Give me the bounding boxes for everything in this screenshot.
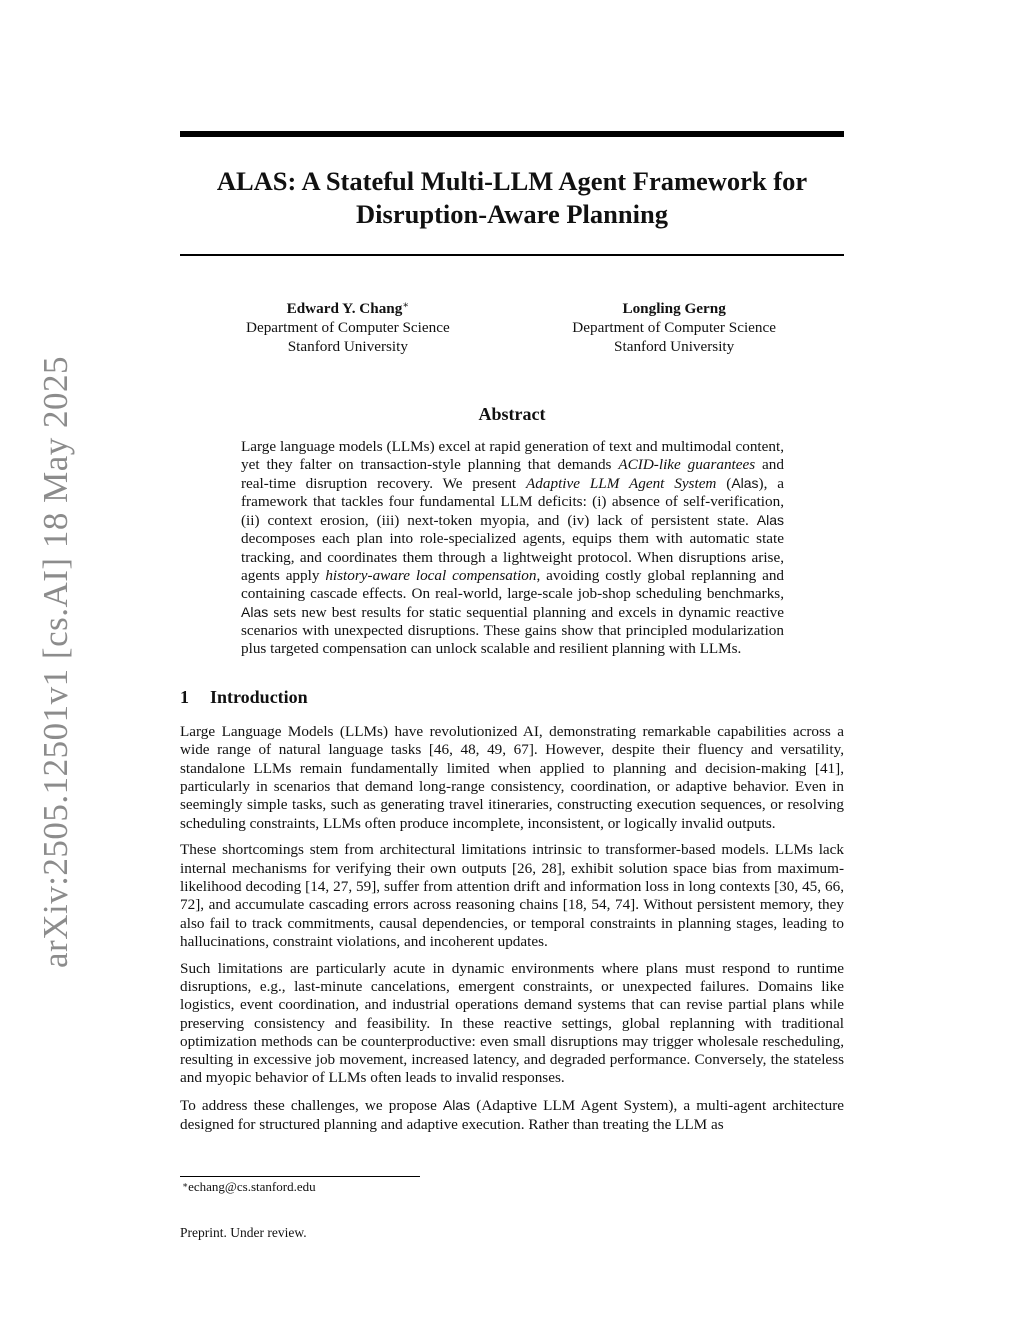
title-top-rule — [180, 131, 844, 137]
abstract-body — [241, 438, 784, 658]
intro-paragraph-4: To address these challenges, we propose Alas (Adaptive LLM Agent System), a multi-agent architecture designed for structured planning and adaptive execution. Rather than treating the LLM as — [180, 1097, 845, 1133]
preprint-note: Preprint. Under review. — [180, 1225, 307, 1240]
intro-paragraph-3: Such limitations are particularly acute in dynamic environments where plans must respond to runtime disruptions, e.g., last-minute cancelations, emergent constraints, or unexpected failures. Domains like logistics, event coordination, and industrial operations demand systems that can revise partial plans while preserving consistency and feasibility. In these reactive settings, global replanning with traditional optimization methods can be counterproductive: even small disruptions may trigger wholesale rescheduling, resulting in excessive job movement, increased latency, and degraded performance. Conversely, the stateless and myopic behavior of LLMs often leads to invalid responses. — [180, 959, 844, 1087]
section-number: 1 — [180, 687, 189, 708]
intro-paragraph-2: These shortcomings stem from architectural limitations intrinsic to transformer-based models. LLMs lack internal mechanisms for verifying their own outputs [26, 28], exhibit solution space bias from maximum-likelihood decoding [14, 27, 59], suffer from attention drift and information loss in long contexts [30, 45, 66, 72], and accumulate cascading errors across reasoning chains [18, 54, 74]. Without persistent memory, they also fail to track commitments, causal dependencies, or temporal constraints in planning stages, leading to hallucinations, constraint violations, and incoherent updates. — [180, 841, 844, 950]
title-line-1: ALAS: A Stateful Multi-LLM Agent Framework for — [216, 166, 808, 196]
title-line-2: Disruption-Aware Planning — [356, 199, 668, 229]
abstract-heading: Abstract — [478, 404, 546, 424]
title-bottom-rule — [180, 254, 844, 256]
footnote-email: echang@cs.stanford.edu — [188, 1179, 316, 1194]
footnote — [180, 1179, 316, 1195]
author-1-footnote-marker: ∗ — [402, 300, 410, 311]
author-1-name: Edward Y. Chang∗ — [286, 300, 410, 317]
author-1-department: Department of Computer Science — [246, 319, 450, 336]
introduction-body — [180, 723, 844, 1134]
paper-page — [180, 131, 844, 1134]
footnote-rule — [180, 1176, 420, 1177]
abstract-paragraph: Large language models (LLMs) excel at rapid generation of text and multimodal content, yet they falter on transaction-style planning that demands ACID-like guarantees and real-time disruption recovery. We present Adaptive LLM Agent System (Alas), a framework that tackles four fundamental LLM deficits: (i) absence of self-verification, (ii) context erosion, (iii) next-token myopia, and (iv) lack of persistent state. Alas decomposes each plan into role-specialized agents, equips them with automatic state tracking, and coordinates them through a lightweight protocol. When disruptions arise, agents apply history-aware local compensation, avoiding costly global replanning and containing cascade effects. On real-world, large-scale job-shop scheduling benchmarks, Alas sets new best results for static sequential planning and excels in dynamic reactive scenarios with unexpected disruptions. These gains show that principled modularization plus targeted compensation can unlock scalable and resilient planning with LLMs. — [241, 438, 785, 658]
author-block — [180, 299, 844, 356]
section-title: Introduction — [210, 687, 308, 708]
section-heading-introduction — [180, 686, 844, 708]
author-2-affiliation: Stanford University — [614, 338, 735, 355]
footnote-marker: ∗ — [182, 1180, 189, 1190]
author-1-affiliation: Stanford University — [287, 338, 408, 355]
paper-title — [180, 165, 844, 231]
author-1 — [246, 299, 450, 356]
author-2-name: Longling Gerng — [622, 300, 726, 317]
arxiv-identifier-stamp: arXiv:2505.12501v1 [cs.AI] 18 May 2025 — [36, 356, 75, 968]
author-2-department: Department of Computer Science — [572, 319, 776, 336]
author-2 — [572, 299, 776, 356]
intro-paragraph-1: Large Language Models (LLMs) have revolutionized AI, demonstrating remarkable capabilities across a wide range of natural language tasks [46, 48, 49, 67]. However, despite their fluency and versatility, standalone LLMs remain fundamentally limited when applied to planning and decision-making [41], particularly in scenarios that demand long-range consistency, coordination, or adaptive behavior. Even in seemingly simple tasks, such as generating travel itineraries, constructing execution sequences, or resolving scheduling constraints, LLMs often produce incomplete, inconsistent, or logically invalid outputs. — [180, 723, 844, 832]
